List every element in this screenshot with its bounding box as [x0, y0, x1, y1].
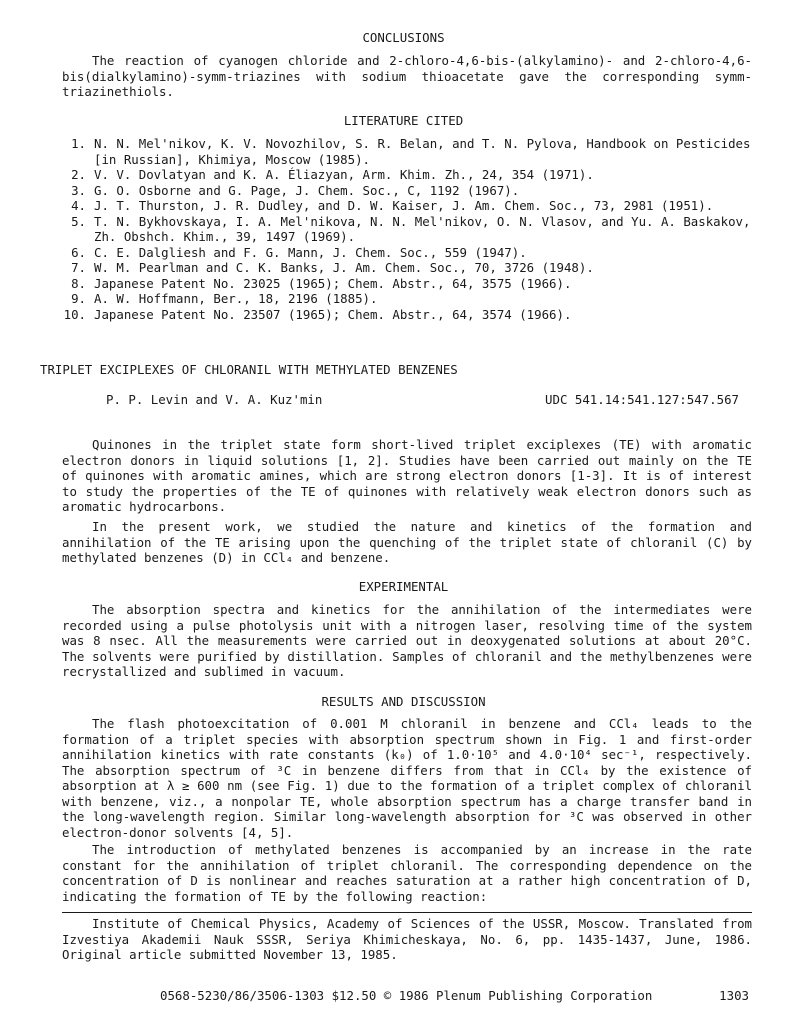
reference-number: 7.: [71, 260, 86, 275]
article-authors: P. P. Levin and V. A. Kuz'min: [106, 392, 323, 407]
reference-text: Japanese Patent No. 23025 (1965); Chem. Abstr., 64, 3575 (1966).: [94, 275, 572, 291]
conclusions-paragraph: The reaction of cyanogen chloride and 2-chloro-4,6-bis-(alkylamino)- and 2-chloro-4,6-bis(dialkylamino)-symm-triazines with sodium thioacetate gave the corresponding symm-triazinethiols.: [62, 53, 752, 99]
reference-item: [50, 183, 760, 199]
reference-number: 1.: [71, 136, 86, 151]
footnote: Institute of Chemical Physics, Academy of Sciences of the USSR, Moscow. Translated from Izvestiya Akademii Nauk SSSR, Seriya Khimicheskaya, No. 6, pp. 1435-1437, June, 1986. Original article submitted November 13, 1985.: [62, 916, 752, 962]
experimental-heading: EXPERIMENTAL: [358, 579, 449, 594]
reference-text: G. O. Osborne and G. Page, J. Chem. Soc., C, 1192 (1967).: [94, 182, 520, 198]
literature-cited-heading: LITERATURE CITED: [343, 113, 464, 128]
reference-item: [50, 307, 760, 323]
udc-code: UDC 541.14:541.127:547.567: [545, 392, 739, 407]
reference-item: [50, 167, 760, 183]
reference-number: 3.: [71, 182, 86, 198]
reference-text: C. E. Dalgliesh and F. G. Mann, J. Chem. Soc., 559 (1947).: [94, 244, 527, 260]
reference-item: [50, 198, 760, 214]
reference-number: 6.: [71, 244, 86, 260]
reference-text: T. N. Bykhovskaya, I. A. Mel'nikova, N. N. Mel'nikov, O. N. Vlasov, and Yu. A. Baskakov, Zh. Obshch. Khim., 39, 1497 (1969).: [94, 213, 751, 244]
reference-text: W. M. Pearlman and C. K. Banks, J. Am. Chem. Soc., 70, 3726 (1948).: [94, 260, 594, 275]
page-number: 1303: [719, 988, 749, 1003]
copyright-line: 0568-5230/86/3506-1303 $12.50 © 1986 Plenum Publishing Corporation: [160, 988, 653, 1003]
reference-text: A. W. Hoffmann, Ber., 18, 2196 (1885).: [94, 291, 378, 306]
reference-number: 2.: [71, 167, 86, 182]
reference-list: [50, 136, 760, 322]
reference-text: J. T. Thurston, J. R. Dudley, and D. W. Kaiser, J. Am. Chem. Soc., 73, 2981 (1951).: [94, 198, 714, 213]
intro-paragraph-1: Quinones in the triplet state form short-lived triplet exciplexes (TE) with aromatic electron donors in liquid solutions [1, 2]. Studies have been carried out mainly on the TE of quinones with aromatic amines, which are strong electron donors [1-3]. It is of interest to study the properties of the TE of quinones with relatively weak electron donors such as aromatic hydrocarbons.: [62, 437, 752, 514]
reference-item: [50, 291, 760, 307]
experimental-paragraph: The absorption spectra and kinetics for the annihilation of the intermediates were recorded using a pulse photolysis unit with a nitrogen laser, resolving time of the system was 8 nsec. All the measurements were carried out in deoxygenated solutions at about 20°C. The solvents were purified by distillation. Samples of chloranil and the methylbenzenes were recrystallized and sublimed in vacuum.: [62, 602, 752, 679]
reference-item: [50, 245, 760, 261]
reference-number: 9.: [71, 291, 86, 306]
footnote-divider: [62, 912, 752, 913]
reference-item: [50, 276, 760, 292]
reference-text: Japanese Patent No. 23507 (1965); Chem. Abstr., 64, 3574 (1966).: [94, 306, 572, 322]
reference-number: 8.: [71, 275, 86, 291]
reference-item: [50, 136, 760, 167]
results-paragraph-2: The introduction of methylated benzenes is accompanied by an increase in the rate constant for the annihilation of triplet chloranil. The corresponding dependence on the concentration of D is nonlinear and reaches saturation at a rather high concentration of D, indicating the formation of TE by the following reaction:: [62, 842, 752, 904]
reference-item: [50, 214, 760, 245]
results-paragraph-1: The flash photoexcitation of 0.001 M chloranil in benzene and CCl₄ leads to the formation of a triplet species with absorption spectrum shown in Fig. 1 and first-order annihilation kinetics with rate constants (k₀) of 1.0·10⁵ and 4.0·10⁴ sec⁻¹, respectively. The absorption spectrum of ³C in benzene differs from that in CCl₄ by the existence of absorption at λ ≥ 600 nm (see Fig. 1) due to the formation of a triplet complex of chloranil with benzene, viz., a nonpolar TE, whole absorption spectrum has a charge transfer band in the long-wavelength region. Similar long-wavelength absorption for ³C was observed in other electron-donor solvents [4, 5].: [62, 716, 752, 840]
reference-number: 4.: [71, 198, 86, 213]
reference-text: V. V. Dovlatyan and K. A. Éliazyan, Arm. Khim. Zh., 24, 354 (1971).: [94, 167, 594, 182]
results-heading: RESULTS AND DISCUSSION: [321, 694, 486, 709]
reference-text: N. N. Mel'nikov, K. V. Novozhilov, S. R. Belan, and T. N. Pylova, Handbook on Pesticides [in Russian], Khimiya, Moscow (1985).: [94, 136, 751, 167]
reference-item: [50, 260, 760, 276]
conclusions-heading: CONCLUSIONS: [362, 30, 445, 45]
intro-paragraph-2: In the present work, we studied the nature and kinetics of the formation and annihilation of the TE arising upon the quenching of the triplet state of chloranil (C) by methylated benzenes (D) in CCl₄ and benzene.: [62, 519, 752, 565]
reference-number: 10.: [63, 306, 86, 322]
article-title: TRIPLET EXCIPLEXES OF CHLORANIL WITH METHYLATED BENZENES: [40, 362, 458, 377]
reference-number: 5.: [71, 213, 86, 229]
